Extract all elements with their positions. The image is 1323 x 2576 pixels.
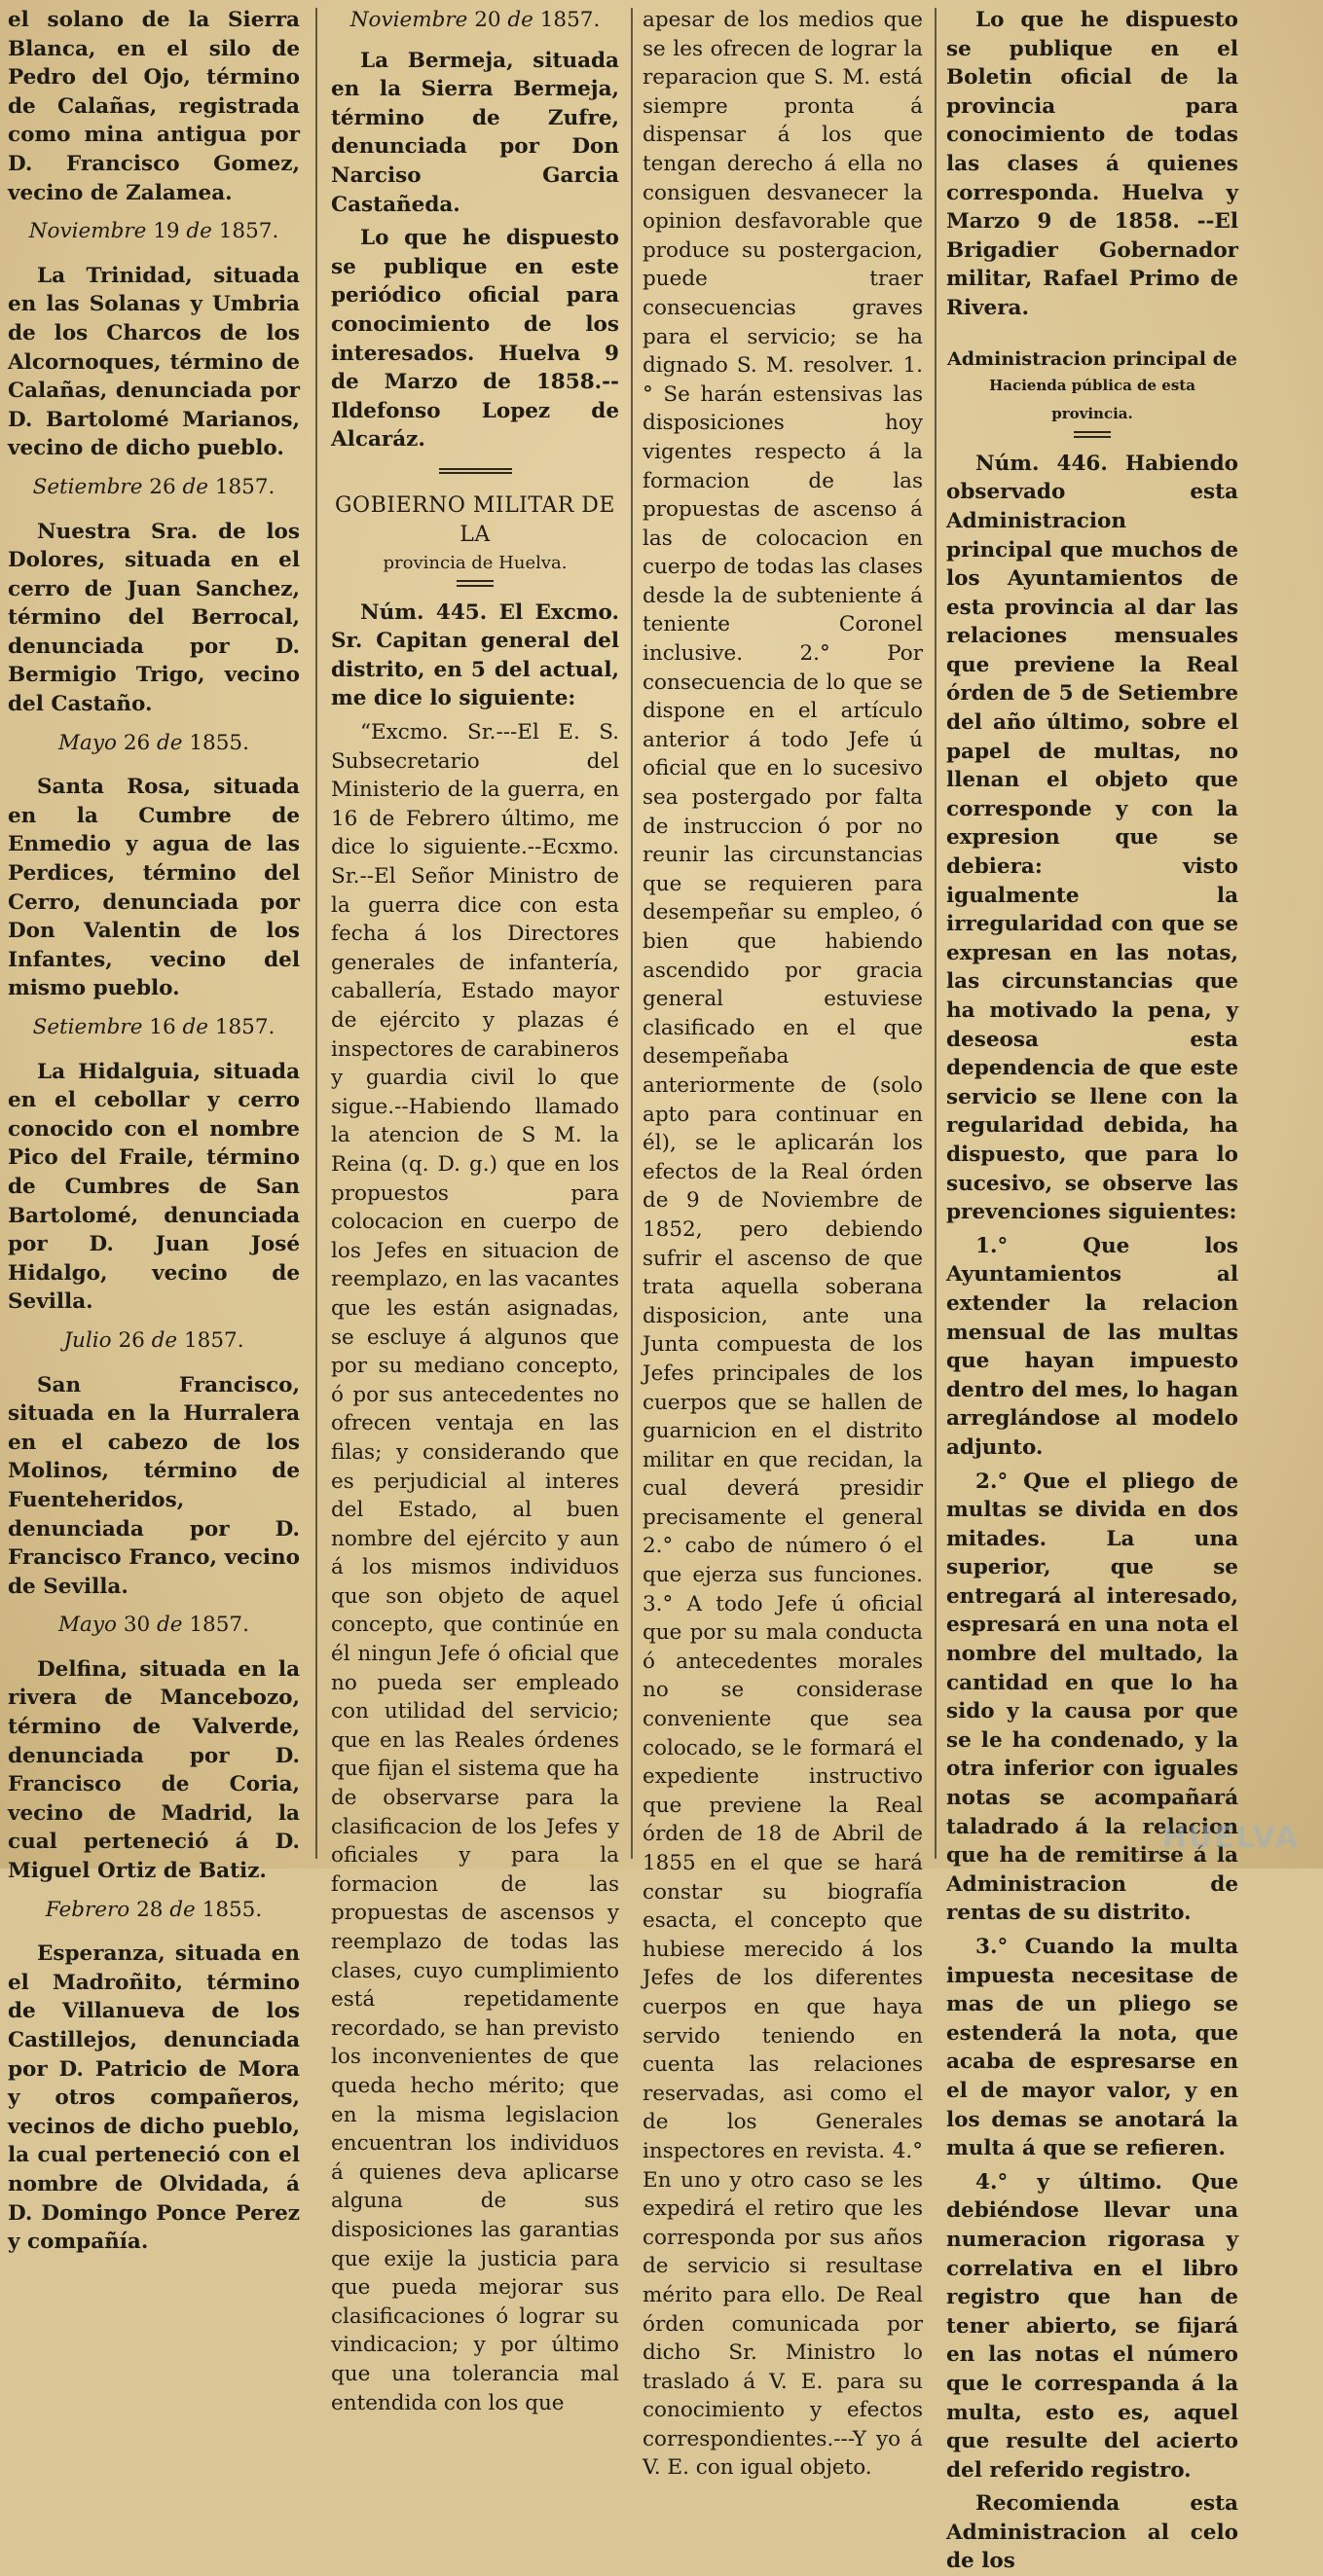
entry-date: Mayo 26 de 1855.: [58, 730, 249, 755]
notice-paragraph: Núm. 446. Habiendo observado esta Administracion principal que muchos de los Ayuntamientos de esta provincia al dar las relaciones mensuales que previene la Real órden de 5 de Setiembre del año último, sobre el papel de multas, no llenan el objeto que corresponde y con la expresion que se debiera: visto igualmente la irregularidad con que se expresan en las notas, las circunstancias que ha motivado la pena, y deseosa esta dependencia de que este servicio se llene con la regularidad debida, ha dispuesto, que para lo sucesivo, se observe las prevenciones siguientes:: [946, 451, 1238, 1225]
mine-entry: San Francisco, situada en la Hurralera en el cabezo de los Molinos, término de Fuenteheridos, denunciada por D. Francisco Franco, vecino de Sevilla.: [8, 1372, 300, 1599]
notice-paragraph: Núm. 445. El Excmo. Sr. Capitan general del distrito, en 5 del actual, me dice lo siguiente:: [331, 599, 619, 711]
entry-date: Noviembre 20 de 1857.: [349, 8, 601, 32]
entry-date: Setiembre 26 de 1857.: [32, 474, 276, 499]
entry-date: Julio 26 de 1857.: [63, 1327, 244, 1353]
entry-date: Noviembre 19 de 1857.: [28, 219, 279, 244]
column-rule: [935, 8, 937, 1859]
mine-entry: Delfina, situada en la rivera de Mancebozo, término de Valverde, denunciada por D. Francisco de Coria, vecino de Madrid, la cual perteneció á D. Miguel Ortiz de Batiz.: [8, 1656, 300, 1884]
column-3: [643, 6, 923, 2481]
section-heading: Administracion principal de: [947, 347, 1237, 370]
rule-paragraph: 4.° y último. Que debiéndose llevar una numeracion rigorasa y correlativa en el libro registro que han de tener abierto, se fijará en las notas el número que le correspanda á la multa, esto es, aquel que resulte del acierto del referido registro.: [946, 2169, 1238, 2483]
letter-paragraph: “Excmo. Sr.---El E. S. Subsecretario del Ministerio de la guerra, en 16 de Febrero último, me dice lo siguiente.--Ecxmo. Sr.--El Señor Ministro de la guerra dice con esta fecha á los Directores generales de infantería, caballería, Estado mayor de ejército y plazas é inspectores de carabineros y guardia civil lo que sigue.--Habiendo llamado la atencion de S M. la Reina (q. D. g.) que en los propuestos para colocacion en cuerpo de los Jefes en situacion de reemplazo, en las vacantes que les están asignadas, se escluye á algunos que por su mediano concepto, ó por sus antecedentes no ofrecen ventaja en las filas; y considerando que es perjudicial al interes del Estado, al buen nombre del ejército y aun á los mismos individuos que son objeto de aquel concepto, que continúe en él ningun Jefe ó oficial que no pueda ser empleado con utilidad del servicio; que en las Reales órdenes que fijan el sistema que ha de observarse para la clasificacion de los Jefes y oficiales y para la formacion de las propuestas de ascensos y reemplazo de todas las clases, cuyo cumplimiento está repetidamente recordado, se han previsto los inconvenientes de que queda hecho mérito; que en la misma legislacion encuentran los individuos á quienes deva aplicarse alguna de sus disposiciones las garantias que exije la justicia para que pueda mejorar sus clasificaciones ó lograr su vindicacion; y por último que una tolerancia mal entendida con los que: [331, 720, 619, 2415]
column-1: [8, 6, 300, 2255]
letter-continuation: apesar de los medios que se les ofrecen de lograr la reparacion que S. M. está siempre pronta á dispensar á los que tengan derecho á ella no consiguen desvanecer la opinion desfavorable que produce su postergacion, puede traer consecuencias graves para el servicio; se ha dignado S. M. resolver. 1.° Se harán estensivas las disposiciones hoy vigentes respecto á la formacion de las propuestas de ascenso á las de colocacion en cuerpo de todas las clases desde la de subteniente á teniente Coronel inclusive. 2.° Por consecuencia de lo que se dispone en el artículo anterior á todo Jefe ú oficial que en lo sucesivo sea postergado por falta de instruccion ó por no reunir las circunstancias que se requieren para desempeñar su empleo, ó bien que habiendo ascendido por gracia general estuviese clasificado en el que desempeñaba anteriormente de (solo apto para continuar en él), se le aplicarán los efectos de la Real órden de 9 de Noviembre de 1852, pero debiendo sufrir el ascenso de que trata aquella soberana disposicion, ante una Junta compuesta de los Jefes principales de los cuerpos que se hallen de guarnicion en el distrito militar en que recidan, la cual deverá presidir precisamente el general 2.° cabo de número ó el que ejerza sus funciones. 3.° A todo Jefe ú oficial que por su mala conducta ó antecedentes morales no se considerase conveniente que sea colocado, se le formará el expediente instructivo que previene la Real órden de 18 de Abril de 1855 en el que se hará constar su biografía esacta, el concepto que hubiese merecido á los Jefes de los diferentes cuerpos en que haya servido teniendo en cuenta las relaciones reservadas, asi como el de los Generales inspectores en revista. 4.° En uno y otro caso se les expedirá el retiro que les corresponda por sus años de servicio si resultase mérito para ello. De Real órden comunicada por dicho Sr. Ministro lo traslado á V. E. para su conocimiento y efectos correspondientes.---Y yo á V. E. con igual objeto.: [643, 8, 923, 2481]
closing-paragraph: Lo que he dispuesto se publique en este periódico oficial para conocimiento de los interesados. Huelva 9 de Marzo de 1858.--Ildefonso Lopez de Alcaráz.: [331, 226, 619, 453]
mine-entry: Santa Rosa, situada en la Cumbre de Enmedio y agua de las Perdices, término del Cerro, denunciada por Don Valentin de los Infantes, vecino del mismo pueblo.: [8, 775, 300, 1001]
column-4: [946, 6, 1238, 2574]
section-separator: [439, 468, 512, 474]
column-rule: [631, 8, 633, 1859]
mine-entry: el solano de la Sierra Blanca, en el silo de Pedro del Ojo, término de Calañas, registrada como mina antigua por D. Francisco Gomez, vecino de Zalamea.: [8, 8, 300, 205]
entry-date: Setiembre 16 de 1857.: [32, 1015, 276, 1039]
mine-entry: Esperanza, situada en el Madroñito, término de Villanueva de los Castillejos, denunciada por D. Patricio de Mora y otros compañeros, vecinos de dicho pueblo, la cual perteneció con el nombre de Olvidada, á D. Domingo Ponce Perez y compañía.: [8, 1941, 300, 2255]
column-rule: [315, 8, 317, 1859]
final-paragraph: Recomienda esta Administracion al celo de los: [946, 2491, 1238, 2574]
archive-watermark: HUELVA: [1161, 1821, 1300, 1855]
entry-date: Mayo 30 de 1857.: [58, 1613, 249, 1638]
mine-entry: La Bermeja, situada en la Sierra Bermeja, término de Zufre, denunciada por Don Narciso Garcia Castañeda.: [331, 48, 619, 217]
mine-entry: La Hidalguia, situada en el cebollar y cerro conocido con el nombre Pico del Fraile, término de Cumbres de San Bartolomé, denunciada por D. Juan José Hidalgo, vecino de Sevilla.: [8, 1059, 300, 1315]
heading-rule: [1074, 431, 1111, 438]
mine-entry: Nuestra Sra. de los Dolores, situada en el cerro de Juan Sanchez, término del Berrocal, denunciada por D. Bermigio Trigo, vecino del Castaño.: [8, 519, 300, 717]
closing-paragraph: Lo que he dispuesto se publique en el Boletin oficial de la provincia para conocimiento de todas las clases á quienes corresponda. Huelva y Marzo 9 de 1858. --El Brigadier Gobernador militar, Rafael Primo de Rivera.: [946, 8, 1238, 320]
rule-paragraph: 3.° Cuando la multa impuesta necesitase de mas de un pliego se estenderá la nota, que acaba de espresarse en el de mayor valor, y en los demas se anotará la multa á que se refieren.: [946, 1935, 1238, 2161]
rule-paragraph: 1.° Que los Ayuntamientos al extender la relacion mensual de las multas que hayan impuesto dentro del mes, lo hagan arreglándose al modelo adjunto.: [946, 1233, 1238, 1460]
mine-entry: La Trinidad, situada en las Solanas y Umbria de los Charcos de los Alcornoques, término de Calañas, denunciada por D. Bartolomé Marianos, vecino de dicho pueblo.: [8, 263, 300, 461]
heading-rule: [457, 580, 494, 587]
rule-paragraph: 2.° Que el pliego de multas se divida en dos mitades. La una superior, que se entregará al interesado, espresará en una nota el nombre del multado, la cantidad en que lo ha sido y la causa por que se le ha condenado, y la otra inferior con iguales notas se acompañará taladrado á la relacion que ha de remitirse á la Administracion de rentas de su distrito.: [946, 1469, 1238, 1926]
entry-date: Febrero 28 de 1855.: [45, 1897, 263, 1922]
section-subheading: Hacienda pública de esta provincia.: [989, 376, 1195, 423]
column-2: [331, 6, 619, 2415]
section-heading: GOBIERNO MILITAR DE LA: [334, 492, 615, 547]
section-subheading: provincia de Huelva.: [383, 553, 568, 574]
